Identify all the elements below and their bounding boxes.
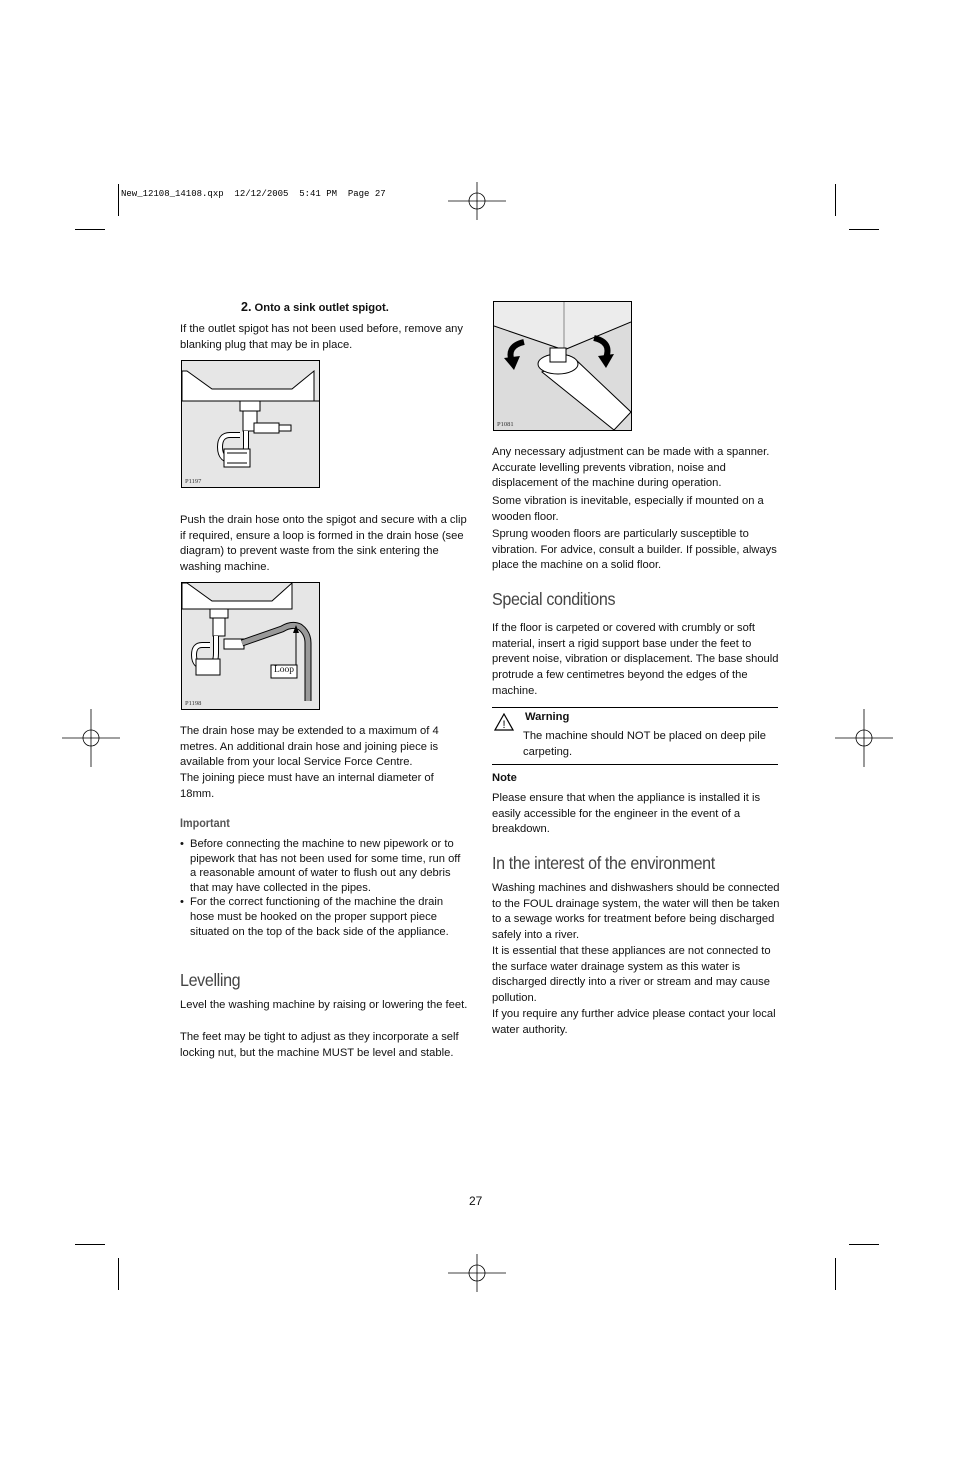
spanner-illustration — [494, 302, 631, 430]
warning-text: The machine should NOT be placed on deep pile carpeting. — [523, 730, 766, 758]
environment-text: Washing machines and dishwashers should be connected to the FOUL drainage system, the water will then be taken to a sewage works for treatment before being discharged safely into a river. — [492, 882, 780, 942]
crop-mark — [835, 184, 836, 216]
rotate-arrow-icon — [594, 338, 614, 368]
adjust-text: Any necessary adjustment can be made with a spanner. Accurate levelling prevents vibration, noise and displacement of the machine during operation. — [492, 446, 770, 490]
step-number: 2. — [241, 300, 252, 314]
registration-mark-icon — [62, 709, 120, 767]
crop-mark — [849, 1244, 879, 1245]
push-hose-text: Push the drain hose onto the spigot and secure with a clip if required, ensure a loop is formed in the drain hose (see diagram) to prevent waste from the sink entering the washing machine. — [180, 514, 467, 574]
advice-text: If you require any further advice please contact your local water authority. — [492, 1008, 776, 1036]
joining-piece-text: The joining piece must have an internal diameter of 18mm. — [180, 772, 434, 800]
svg-text:!: ! — [502, 719, 506, 731]
warning-bottom-rule — [492, 764, 778, 765]
loop-label: Loop — [274, 665, 295, 675]
figure-id: P1197 — [185, 478, 202, 485]
special-conditions-heading: Special conditions — [492, 589, 616, 609]
crop-mark — [118, 184, 119, 216]
figure-id: P1081 — [497, 421, 514, 428]
warning-triangle-icon — [494, 713, 514, 731]
drain-loop-illustration — [182, 583, 319, 709]
rotate-arrow-icon — [504, 342, 524, 370]
important-list — [180, 837, 468, 939]
crop-mark — [75, 1244, 105, 1245]
page-number: 27 — [469, 1194, 483, 1208]
sink-spigot-figure — [181, 360, 320, 488]
special-conditions-text: If the floor is carpeted or covered with crumbly or soft material, insert a rigid support base under the feet to prevent noise, vibration or displacement. The base should protrude a few centimetres beyond the edges of the machine. — [492, 622, 779, 697]
step-heading — [241, 300, 389, 314]
drain-loop-figure — [181, 582, 320, 710]
figure-id: P1198 — [185, 700, 202, 707]
spanner-figure — [493, 301, 632, 431]
extend-text: The drain hose may be extended to a maximum of 4 metres. An additional drain hose and joining piece is available from your local Service Force Centre. — [180, 725, 439, 769]
registration-mark-icon — [835, 709, 893, 767]
intro-text: If the outlet spigot has not been used before, remove any blanking plug that may be in place. — [180, 323, 463, 351]
file-slug: New_12108_14108.qxp 12/12/2005 5:41 PM Page 27 — [121, 189, 386, 199]
list-item: • For the correct functioning of the machine the drain hose must be hooked on the proper support piece situated on the top of the back side of the appliance. — [180, 895, 468, 939]
crop-mark — [849, 229, 879, 230]
step-title: Onto a sink outlet spigot. — [254, 302, 389, 314]
levelling-heading: Levelling — [180, 970, 241, 990]
note-text: Please ensure that when the appliance is installed it is easily accessible for the engineer in the event of a breakdown. — [492, 792, 761, 836]
registration-mark-icon — [448, 1244, 506, 1302]
list-item: • Before connecting the machine to new pipework or to pipework that has not been used for some time, run off a reasonable amount of water to flush out any debris that may have collected in the pipes. — [180, 837, 468, 895]
vibration-text: Some vibration is inevitable, especially if mounted on a wooden floor. — [492, 495, 764, 523]
note-title: Note — [492, 772, 517, 784]
environment-heading: In the interest of the environment — [492, 853, 715, 873]
important-heading: Important — [180, 816, 230, 830]
crop-mark — [75, 229, 105, 230]
warning-title: Warning — [525, 711, 570, 723]
surface-water-text: It is essential that these appliances are not connected to the surface water drainage system as this water is discharged directly into a river or stream and may cause pollution. — [492, 945, 771, 1005]
levelling-text: Level the washing machine by raising or lowering the feet. — [180, 999, 468, 1011]
sink-spigot-illustration — [182, 361, 319, 487]
registration-mark-icon — [448, 172, 506, 230]
sprung-floor-text: Sprung wooden floors are particularly susceptible to vibration. For advice, consult a builder. If possible, always place the machine on a solid floor. — [492, 528, 777, 572]
feet-text: The feet may be tight to adjust as they incorporate a self locking nut, but the machine MUST be level and stable. — [180, 1031, 459, 1059]
warning-top-rule — [492, 707, 778, 708]
crop-mark — [118, 1258, 119, 1290]
crop-mark — [835, 1258, 836, 1290]
